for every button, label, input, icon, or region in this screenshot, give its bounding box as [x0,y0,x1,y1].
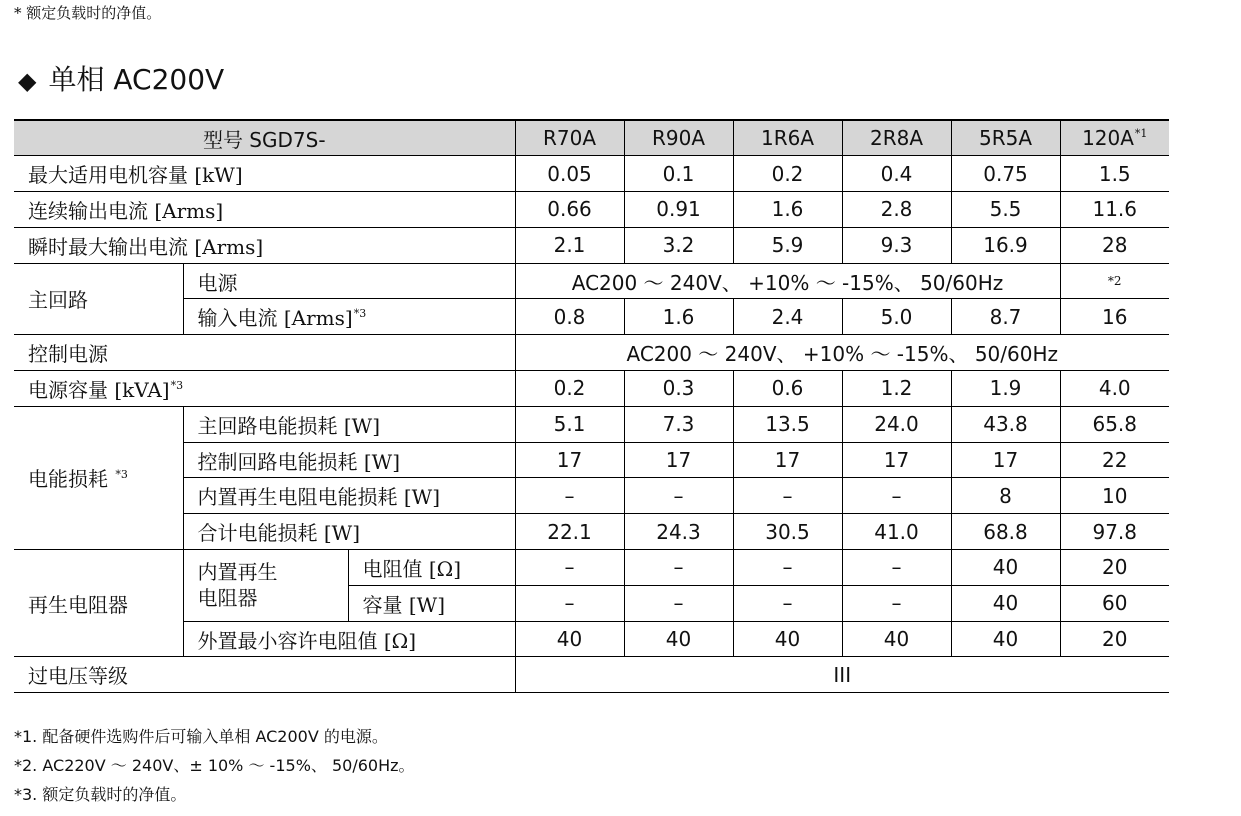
value-cell: 0.3 [624,371,733,407]
value-cell: 16.9 [951,227,1060,263]
value-cell: 40 [515,621,624,657]
value-cell: 0.1 [624,156,733,192]
value-cell: 1.9 [951,371,1060,407]
table-row [14,514,1169,550]
value-cell: 2.4 [733,299,842,335]
value-cell-span: AC200 ～ 240V、 +10% ～ -15%、 50/60Hz [515,263,1060,299]
value-cell: 0.05 [515,156,624,192]
value-cell: 17 [733,442,842,478]
table-row [14,263,1169,299]
row-label: 最大适用电机容量 [kW] [14,156,515,192]
value-cell: 10 [1060,478,1169,514]
footnote-ref: *3 [170,378,184,392]
footnotes [14,722,415,809]
value-cell: 30.5 [733,514,842,550]
row-label: 容量 [W] [348,585,515,621]
value-cell: 41.0 [842,514,951,550]
table-row [14,442,1169,478]
footnote-ref: *3 [115,468,128,482]
value-cell: 13.5 [733,406,842,442]
row-group-label: 主回路 [14,263,183,335]
footnote: *2. AC220V ～ 240V、± 10% ～ -15%、 50/60Hz。 [14,756,415,775]
value-cell: 0.2 [733,156,842,192]
value-cell: 1.6 [733,192,842,228]
model-cell: 1R6A [733,120,842,156]
row-label: 电源 [183,263,515,299]
value-cell: 1.5 [1060,156,1169,192]
value-cell: – [733,585,842,621]
value-cell: 3.2 [624,227,733,263]
value-cell: 17 [515,442,624,478]
value-cell: 68.8 [951,514,1060,550]
row-subgroup-label-line: 内置再生 [197,560,278,585]
row-label: 合计电能损耗 [W] [183,514,515,550]
value-cell: 4.0 [1060,371,1169,407]
model-cell: R90A [624,120,733,156]
value-cell: 5.0 [842,299,951,335]
footnote-ref: *2 [1060,263,1169,299]
table-row [14,335,1169,371]
value-cell: 2.8 [842,192,951,228]
value-cell: 40 [951,550,1060,586]
row-group-label: 再生电阻器 [14,550,183,657]
model-cell: R70A [515,120,624,156]
value-cell: 17 [842,442,951,478]
table-row [14,621,1169,657]
value-cell: 11.6 [1060,192,1169,228]
row-label: 过电压等级 [14,657,515,693]
footnote-ref: *1 [1134,127,1148,141]
row-label: 电阻值 [Ω] [348,550,515,586]
value-cell: 20 [1060,621,1169,657]
row-label [14,371,515,407]
value-cell: – [733,550,842,586]
spec-table [14,119,1169,693]
row-label: 连续输出电流 [Arms] [14,192,515,228]
model-cell: 120A [1082,126,1134,151]
table-row [14,406,1169,442]
value-cell: 2.1 [515,227,624,263]
value-cell: 60 [1060,585,1169,621]
value-cell: 0.75 [951,156,1060,192]
footnote: *3. 额定负载时的净值。 [14,785,187,804]
value-cell: – [842,478,951,514]
value-cell: 40 [951,621,1060,657]
value-cell: 1.6 [624,299,733,335]
value-cell: – [515,550,624,586]
value-cell: 0.2 [515,371,624,407]
top-note: * 额定负载时的净值。 [14,4,162,22]
value-cell: 22 [1060,442,1169,478]
table-row [14,478,1169,514]
value-cell: 8.7 [951,299,1060,335]
value-cell: 0.66 [515,192,624,228]
value-cell: 9.3 [842,227,951,263]
row-label-text: 电源容量 [kVA] [28,377,170,402]
row-label [183,299,515,335]
table-row [14,227,1169,263]
value-cell: 0.8 [515,299,624,335]
footnote-ref: *3 [353,307,367,321]
table-row [14,371,1169,407]
value-cell: 17 [624,442,733,478]
row-label-text: 输入电流 [Arms] [197,306,353,331]
value-cell: 0.91 [624,192,733,228]
section-title [18,60,224,101]
table-row [14,657,1169,693]
value-cell: 8 [951,478,1060,514]
section-title-text: 单相 AC200V [48,63,225,96]
value-cell: 43.8 [951,406,1060,442]
row-subgroup-label-line: 电阻器 [197,586,258,611]
value-cell: 22.1 [515,514,624,550]
row-label: 瞬时最大输出电流 [Arms] [14,227,515,263]
value-cell: 7.3 [624,406,733,442]
row-label: 主回路电能损耗 [W] [183,406,515,442]
value-cell: – [624,478,733,514]
row-label: 控制回路电能损耗 [W] [183,442,515,478]
value-cell: – [842,585,951,621]
value-cell: – [515,478,624,514]
value-cell: 28 [1060,227,1169,263]
value-cell: 5.5 [951,192,1060,228]
value-cell: – [515,585,624,621]
value-cell: 97.8 [1060,514,1169,550]
value-cell: 5.1 [515,406,624,442]
model-cell: 5R5A [951,120,1060,156]
table-row [14,299,1169,335]
value-cell: 40 [842,621,951,657]
value-cell: 40 [951,585,1060,621]
value-cell: – [733,478,842,514]
value-cell: 16 [1060,299,1169,335]
value-cell-span: AC200 ～ 240V、 +10% ～ -15%、 50/60Hz [515,335,1169,371]
table-row [14,550,1169,586]
row-subgroup-label [183,550,348,622]
value-cell: 20 [1060,550,1169,586]
header-row [14,120,1169,156]
row-group-label [14,406,183,549]
row-label: 内置再生电阻电能损耗 [W] [183,478,515,514]
value-cell: 24.3 [624,514,733,550]
row-label: 外置最小容许电阻值 [Ω] [183,621,515,657]
model-label: 型号 SGD7S- [14,120,515,156]
value-cell: 0.4 [842,156,951,192]
value-cell-span: III [515,657,1169,693]
model-cell-120a [1060,120,1169,156]
value-cell: 65.8 [1060,406,1169,442]
row-label: 控制电源 [14,335,515,371]
value-cell: 0.6 [733,371,842,407]
table-row [14,156,1169,192]
value-cell: 1.2 [842,371,951,407]
value-cell: 5.9 [733,227,842,263]
value-cell: – [624,550,733,586]
footnote: *1. 配备硬件选购件后可输入单相 AC200V 的电源。 [14,727,388,746]
value-cell: – [624,585,733,621]
model-cell: 2R8A [842,120,951,156]
value-cell: 40 [624,621,733,657]
value-cell: – [842,550,951,586]
table-row [14,192,1169,228]
value-cell: 17 [951,442,1060,478]
diamond-icon: ◆ [18,67,37,95]
row-group-label-text: 电能损耗 [28,467,108,492]
value-cell: 40 [733,621,842,657]
value-cell: 24.0 [842,406,951,442]
